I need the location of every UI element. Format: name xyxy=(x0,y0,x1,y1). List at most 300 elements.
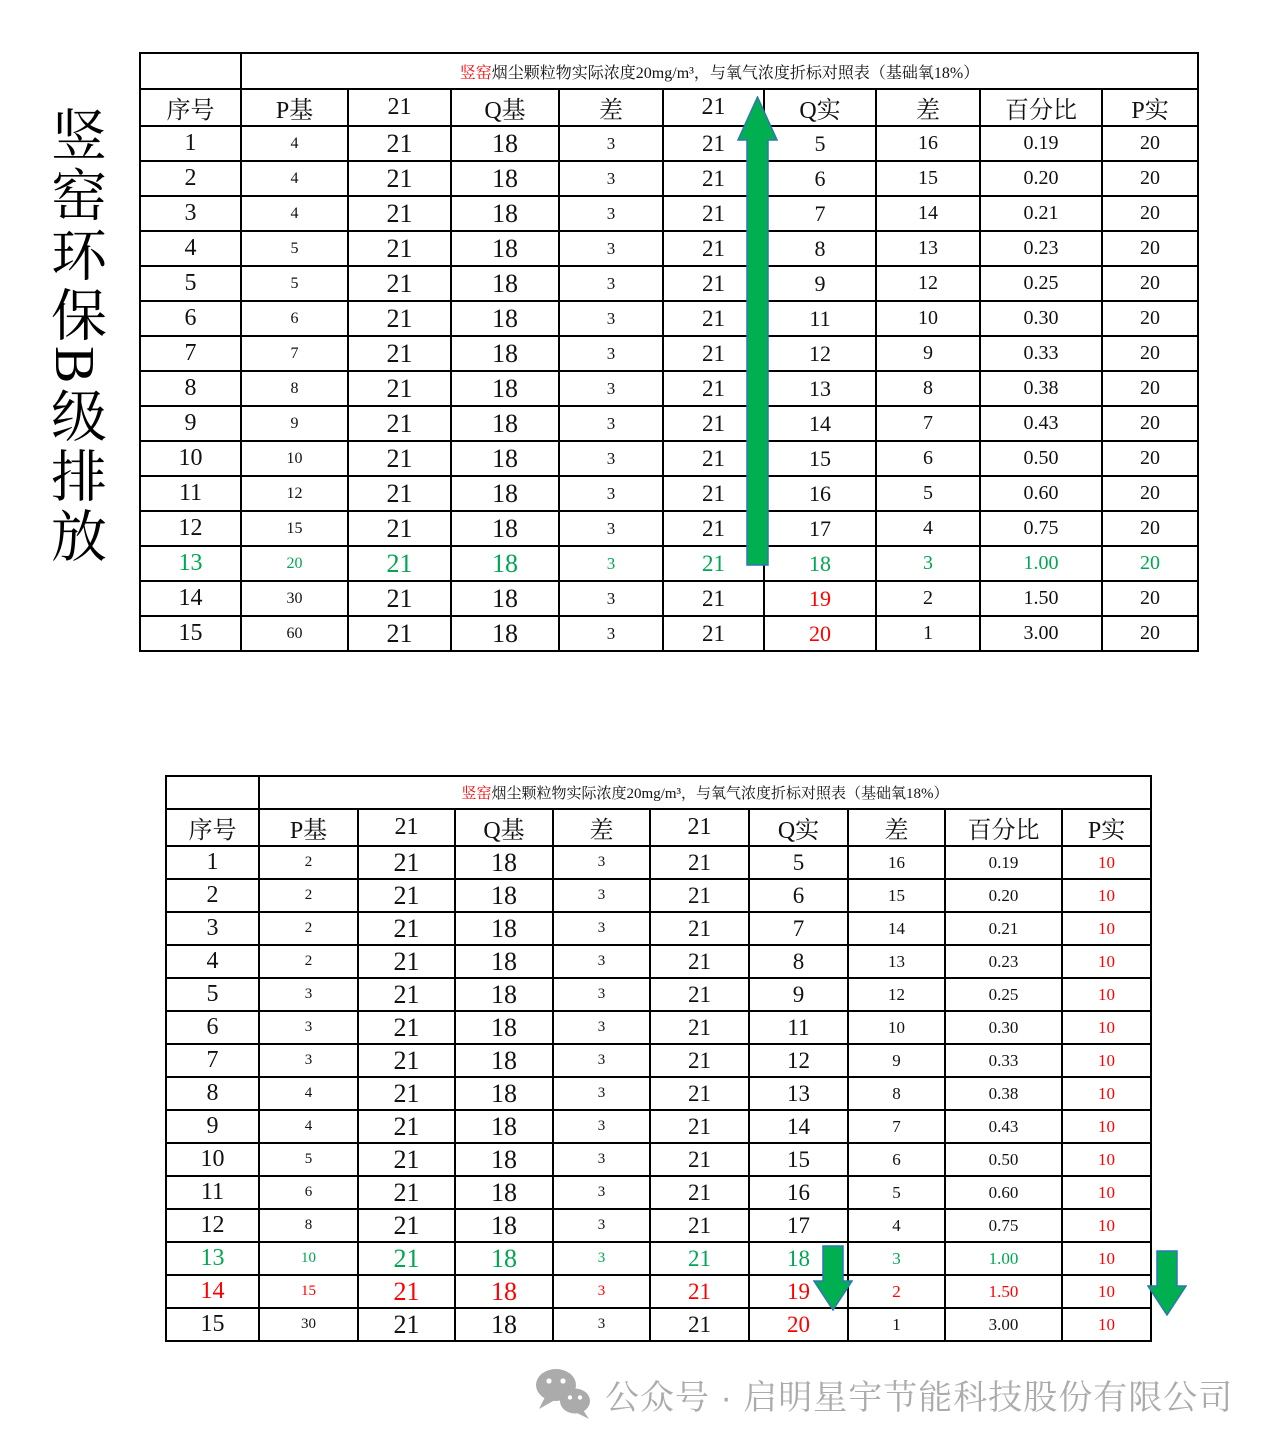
cell: 6 xyxy=(166,1011,259,1044)
cell: 4 xyxy=(140,231,241,266)
cell: 10 xyxy=(1062,1077,1151,1110)
table-row xyxy=(140,301,1198,336)
cell: 3 xyxy=(559,336,663,371)
table-2-body xyxy=(166,846,1151,1341)
cell: 7 xyxy=(241,336,348,371)
cell: 7 xyxy=(876,406,980,441)
column-header: Q实 xyxy=(764,89,876,126)
table-2-container xyxy=(165,775,1150,1342)
cell: 9 xyxy=(848,1044,945,1077)
cell: 20 xyxy=(1102,161,1198,196)
column-header: 序号 xyxy=(166,809,259,846)
cell: 3 xyxy=(553,912,650,945)
cell: 18 xyxy=(451,441,559,476)
table-row xyxy=(140,546,1198,581)
column-header: P基 xyxy=(241,89,348,126)
cell: 7 xyxy=(166,1044,259,1077)
cell: 8 xyxy=(241,371,348,406)
cell: 10 xyxy=(1062,1176,1151,1209)
cell: 21 xyxy=(663,616,764,651)
cell: 5 xyxy=(259,1143,358,1176)
cell: 20 xyxy=(1102,546,1198,581)
cell: 1 xyxy=(876,616,980,651)
cell: 7 xyxy=(140,336,241,371)
cell: 30 xyxy=(241,581,348,616)
cell: 20 xyxy=(1102,441,1198,476)
cell: 3 xyxy=(553,1308,650,1341)
cell: 3.00 xyxy=(980,616,1102,651)
cell: 21 xyxy=(348,406,451,441)
table-row xyxy=(140,196,1198,231)
cell: 18 xyxy=(455,1275,553,1308)
cell: 6 xyxy=(764,161,876,196)
cell: 4 xyxy=(241,126,348,161)
table-row xyxy=(140,581,1198,616)
cell: 10 xyxy=(1062,978,1151,1011)
table-row xyxy=(140,406,1198,441)
cell: 4 xyxy=(848,1209,945,1242)
cell: 21 xyxy=(650,1242,749,1275)
cell: 21 xyxy=(348,441,451,476)
cell: 0.30 xyxy=(980,301,1102,336)
cell: 10 xyxy=(848,1011,945,1044)
cell: 21 xyxy=(348,336,451,371)
cell: 0.43 xyxy=(980,406,1102,441)
cell: 21 xyxy=(358,846,455,879)
cell: 3 xyxy=(553,1110,650,1143)
cell: 8 xyxy=(166,1077,259,1110)
column-header: 差 xyxy=(559,89,663,126)
cell: 0.25 xyxy=(980,266,1102,301)
cell: 15 xyxy=(241,511,348,546)
column-header: Q实 xyxy=(749,809,848,846)
cell: 18 xyxy=(451,616,559,651)
cell: 2 xyxy=(259,879,358,912)
cell: 3 xyxy=(559,266,663,301)
cell: 3 xyxy=(559,406,663,441)
table-row xyxy=(166,1176,1151,1209)
cell: 21 xyxy=(358,1110,455,1143)
cell: 17 xyxy=(764,511,876,546)
cell: 9 xyxy=(166,1110,259,1143)
cell: 21 xyxy=(358,1308,455,1341)
cell: 3 xyxy=(553,1176,650,1209)
cell: 3 xyxy=(140,196,241,231)
cell: 21 xyxy=(650,1044,749,1077)
table-1-container xyxy=(139,52,1197,652)
cell: 0.75 xyxy=(980,511,1102,546)
cell: 21 xyxy=(650,1275,749,1308)
cell: 3 xyxy=(553,1077,650,1110)
cell: 10 xyxy=(1062,879,1151,912)
column-header: 差 xyxy=(553,809,650,846)
cell: 6 xyxy=(140,301,241,336)
cell: 21 xyxy=(348,161,451,196)
cell: 1.50 xyxy=(945,1275,1062,1308)
cell: 21 xyxy=(663,336,764,371)
column-header: 百分比 xyxy=(980,89,1102,126)
cell: 3 xyxy=(553,945,650,978)
cell: 8 xyxy=(848,1077,945,1110)
cell: 21 xyxy=(358,978,455,1011)
cell: 12 xyxy=(848,978,945,1011)
cell: 21 xyxy=(348,231,451,266)
cell: 3 xyxy=(553,1242,650,1275)
table-row xyxy=(140,616,1198,651)
cell: 18 xyxy=(749,1242,848,1275)
cell: 15 xyxy=(764,441,876,476)
cell: 21 xyxy=(348,511,451,546)
cell: 18 xyxy=(455,1242,553,1275)
cell: 18 xyxy=(451,266,559,301)
cell: 18 xyxy=(455,1176,553,1209)
column-header: 21 xyxy=(348,89,451,126)
cell: 12 xyxy=(764,336,876,371)
cell: 2 xyxy=(259,846,358,879)
cell: 10 xyxy=(1062,945,1151,978)
cell: 3 xyxy=(848,1242,945,1275)
table-row xyxy=(166,1242,1151,1275)
cell: 3 xyxy=(876,546,980,581)
cell: 3 xyxy=(559,371,663,406)
table-2-header-row xyxy=(166,809,1151,846)
cell: 3.00 xyxy=(945,1308,1062,1341)
column-header: P实 xyxy=(1102,89,1198,126)
cell: 21 xyxy=(650,912,749,945)
cell: 21 xyxy=(663,406,764,441)
cell: 10 xyxy=(1062,912,1151,945)
cell: 5 xyxy=(749,846,848,879)
cell: 18 xyxy=(455,846,553,879)
cell: 21 xyxy=(650,879,749,912)
cell: 9 xyxy=(749,978,848,1011)
cell: 19 xyxy=(764,581,876,616)
cell: 2 xyxy=(259,945,358,978)
cell: 21 xyxy=(358,1275,455,1308)
cell: 18 xyxy=(451,126,559,161)
cell: 18 xyxy=(451,371,559,406)
cell: 21 xyxy=(358,1011,455,1044)
cell: 18 xyxy=(451,406,559,441)
table-2-title-row xyxy=(166,776,1151,809)
cell: 21 xyxy=(348,581,451,616)
table-row xyxy=(140,441,1198,476)
cell: 7 xyxy=(749,912,848,945)
cell: 18 xyxy=(451,196,559,231)
cell: 20 xyxy=(1102,266,1198,301)
column-header: P基 xyxy=(259,809,358,846)
cell: 0.21 xyxy=(980,196,1102,231)
cell: 3 xyxy=(553,1275,650,1308)
cell: 20 xyxy=(241,546,348,581)
cell: 4 xyxy=(259,1110,358,1143)
cell: 21 xyxy=(650,1308,749,1341)
cell: 3 xyxy=(553,1044,650,1077)
cell: 9 xyxy=(140,406,241,441)
cell: 15 xyxy=(166,1308,259,1341)
cell: 21 xyxy=(650,1209,749,1242)
column-header: P实 xyxy=(1062,809,1151,846)
cell: 17 xyxy=(749,1209,848,1242)
cell: 0.19 xyxy=(980,126,1102,161)
cell: 5 xyxy=(764,126,876,161)
table-row xyxy=(140,476,1198,511)
cell: 0.23 xyxy=(980,231,1102,266)
cell: 21 xyxy=(663,511,764,546)
column-header: 21 xyxy=(663,89,764,126)
column-header: 21 xyxy=(358,809,455,846)
cell: 3 xyxy=(553,1209,650,1242)
cell: 18 xyxy=(451,581,559,616)
cell: 3 xyxy=(559,476,663,511)
cell: 21 xyxy=(663,581,764,616)
cell: 21 xyxy=(358,1143,455,1176)
cell: 20 xyxy=(1102,126,1198,161)
cell: 3 xyxy=(559,301,663,336)
cell: 5 xyxy=(241,266,348,301)
cell: 0.43 xyxy=(945,1110,1062,1143)
cell: 0.25 xyxy=(945,978,1062,1011)
cell: 18 xyxy=(451,476,559,511)
cell: 15 xyxy=(259,1275,358,1308)
cell: 5 xyxy=(166,978,259,1011)
cell: 0.33 xyxy=(945,1044,1062,1077)
cell: 18 xyxy=(455,1308,553,1341)
table-row xyxy=(166,1275,1151,1308)
cell: 20 xyxy=(749,1308,848,1341)
cell: 18 xyxy=(455,945,553,978)
cell: 11 xyxy=(140,476,241,511)
table-row xyxy=(140,371,1198,406)
cell: 21 xyxy=(358,1209,455,1242)
cell: 11 xyxy=(749,1011,848,1044)
cell: 11 xyxy=(764,301,876,336)
down-arrow-right-icon xyxy=(1147,1250,1187,1316)
cell: 16 xyxy=(749,1176,848,1209)
cell: 10 xyxy=(166,1143,259,1176)
cell: 3 xyxy=(559,161,663,196)
cell: 13 xyxy=(848,945,945,978)
cell: 4 xyxy=(241,161,348,196)
corner-cell xyxy=(166,776,259,809)
cell: 10 xyxy=(241,441,348,476)
cell: 3 xyxy=(559,441,663,476)
cell: 21 xyxy=(663,476,764,511)
wechat-icon xyxy=(535,1368,591,1420)
cell: 3 xyxy=(559,581,663,616)
cell: 3 xyxy=(259,1044,358,1077)
table-row xyxy=(140,161,1198,196)
cell: 6 xyxy=(876,441,980,476)
cell: 20 xyxy=(1102,476,1198,511)
cell: 3 xyxy=(553,846,650,879)
cell: 21 xyxy=(650,1176,749,1209)
table-2-title-rest: 烟尘颗粒物实际浓度20mg/m³，与氧气浓度折标对照表（基础氧18%） xyxy=(491,786,949,802)
cell: 12 xyxy=(241,476,348,511)
cell: 4 xyxy=(166,945,259,978)
cell: 10 xyxy=(140,441,241,476)
cell: 13 xyxy=(749,1077,848,1110)
cell: 0.75 xyxy=(945,1209,1062,1242)
cell: 15 xyxy=(876,161,980,196)
cell: 21 xyxy=(348,546,451,581)
cell: 5 xyxy=(241,231,348,266)
cell: 60 xyxy=(241,616,348,651)
cell: 10 xyxy=(1062,1044,1151,1077)
corner-cell xyxy=(140,53,241,89)
cell: 21 xyxy=(650,1110,749,1143)
table-row xyxy=(140,336,1198,371)
table-row xyxy=(140,126,1198,161)
cell: 18 xyxy=(455,1209,553,1242)
cell: 21 xyxy=(650,1077,749,1110)
cell: 0.33 xyxy=(980,336,1102,371)
cell: 13 xyxy=(166,1242,259,1275)
cell: 10 xyxy=(259,1242,358,1275)
cell: 3 xyxy=(553,1011,650,1044)
cell: 0.50 xyxy=(945,1143,1062,1176)
cell: 21 xyxy=(663,371,764,406)
cell: 18 xyxy=(451,231,559,266)
cell: 12 xyxy=(876,266,980,301)
cell: 16 xyxy=(876,126,980,161)
column-header: 百分比 xyxy=(945,809,1062,846)
cell: 20 xyxy=(1102,511,1198,546)
cell: 21 xyxy=(663,441,764,476)
cell: 10 xyxy=(1062,1143,1151,1176)
column-header: 差 xyxy=(848,809,945,846)
cell: 3 xyxy=(559,196,663,231)
cell: 3 xyxy=(259,1011,358,1044)
table-1-body xyxy=(140,126,1198,651)
table-1-title-row xyxy=(140,53,1198,89)
table-row xyxy=(166,1143,1151,1176)
cell: 7 xyxy=(848,1110,945,1143)
cell: 21 xyxy=(650,945,749,978)
cell: 3 xyxy=(166,912,259,945)
cell: 2 xyxy=(848,1275,945,1308)
cell: 5 xyxy=(848,1176,945,1209)
cell: 10 xyxy=(1062,1011,1151,1044)
table-row xyxy=(166,1044,1151,1077)
cell: 11 xyxy=(166,1176,259,1209)
cell: 2 xyxy=(876,581,980,616)
table-1-title-rest: 烟尘颗粒物实际浓度20mg/m³，与氧气浓度折标对照表（基础氧18%） xyxy=(491,64,980,82)
cell: 21 xyxy=(348,616,451,651)
cell: 2 xyxy=(259,912,358,945)
cell: 1.50 xyxy=(980,581,1102,616)
cell: 20 xyxy=(1102,581,1198,616)
cell: 9 xyxy=(241,406,348,441)
cell: 2 xyxy=(140,161,241,196)
cell: 18 xyxy=(455,1110,553,1143)
cell: 15 xyxy=(848,879,945,912)
table-row xyxy=(166,912,1151,945)
cell: 21 xyxy=(663,266,764,301)
cell: 21 xyxy=(650,1011,749,1044)
cell: 12 xyxy=(166,1209,259,1242)
cell: 20 xyxy=(1102,336,1198,371)
cell: 8 xyxy=(764,231,876,266)
cell: 1.00 xyxy=(945,1242,1062,1275)
cell: 10 xyxy=(1062,1308,1151,1341)
table-2-title xyxy=(259,776,1151,809)
cell: 19 xyxy=(749,1275,848,1308)
cell: 7 xyxy=(764,196,876,231)
cell: 10 xyxy=(1062,1110,1151,1143)
cell: 21 xyxy=(348,266,451,301)
column-header: 差 xyxy=(876,89,980,126)
cell: 8 xyxy=(259,1209,358,1242)
cell: 0.60 xyxy=(945,1176,1062,1209)
cell: 21 xyxy=(358,1077,455,1110)
conversion-table-1 xyxy=(139,52,1199,652)
cell: 16 xyxy=(848,846,945,879)
cell: 6 xyxy=(241,301,348,336)
table-1-title-highlight: 竖窑 xyxy=(459,64,492,82)
table-row xyxy=(166,879,1151,912)
cell: 14 xyxy=(166,1275,259,1308)
cell: 14 xyxy=(848,912,945,945)
cell: 8 xyxy=(876,371,980,406)
cell: 18 xyxy=(451,336,559,371)
cell: 20 xyxy=(1102,301,1198,336)
cell: 21 xyxy=(358,912,455,945)
cell: 12 xyxy=(140,511,241,546)
cell: 21 xyxy=(663,196,764,231)
cell: 3 xyxy=(259,978,358,1011)
up-arrow-icon xyxy=(737,96,778,566)
cell: 3 xyxy=(559,231,663,266)
cell: 1 xyxy=(166,846,259,879)
cell: 6 xyxy=(848,1143,945,1176)
cell: 0.30 xyxy=(945,1011,1062,1044)
cell: 13 xyxy=(876,231,980,266)
cell: 10 xyxy=(876,301,980,336)
cell: 10 xyxy=(1062,1275,1151,1308)
table-1-header-row xyxy=(140,89,1198,126)
watermark-text: 公众号 · 启明星宇节能科技股份有限公司 xyxy=(605,1378,1234,1417)
cell: 14 xyxy=(749,1110,848,1143)
cell: 4 xyxy=(241,196,348,231)
table-2-title-highlight: 竖窑 xyxy=(461,786,492,802)
cell: 3 xyxy=(559,126,663,161)
cell: 15 xyxy=(140,616,241,651)
cell: 21 xyxy=(663,161,764,196)
column-header: 21 xyxy=(650,809,749,846)
cell: 21 xyxy=(348,476,451,511)
cell: 10 xyxy=(1062,846,1151,879)
column-header: 序号 xyxy=(140,89,241,126)
cell: 21 xyxy=(650,846,749,879)
table-row xyxy=(166,945,1151,978)
column-header: Q基 xyxy=(451,89,559,126)
table-row xyxy=(140,511,1198,546)
cell: 9 xyxy=(876,336,980,371)
cell: 21 xyxy=(358,945,455,978)
cell: 21 xyxy=(650,978,749,1011)
cell: 0.60 xyxy=(980,476,1102,511)
cell: 21 xyxy=(358,1176,455,1209)
cell: 13 xyxy=(764,371,876,406)
cell: 18 xyxy=(455,1143,553,1176)
down-arrow-icon xyxy=(813,1245,853,1311)
cell: 2 xyxy=(166,879,259,912)
cell: 10 xyxy=(1062,1242,1151,1275)
cell: 30 xyxy=(259,1308,358,1341)
cell: 8 xyxy=(140,371,241,406)
cell: 18 xyxy=(451,161,559,196)
